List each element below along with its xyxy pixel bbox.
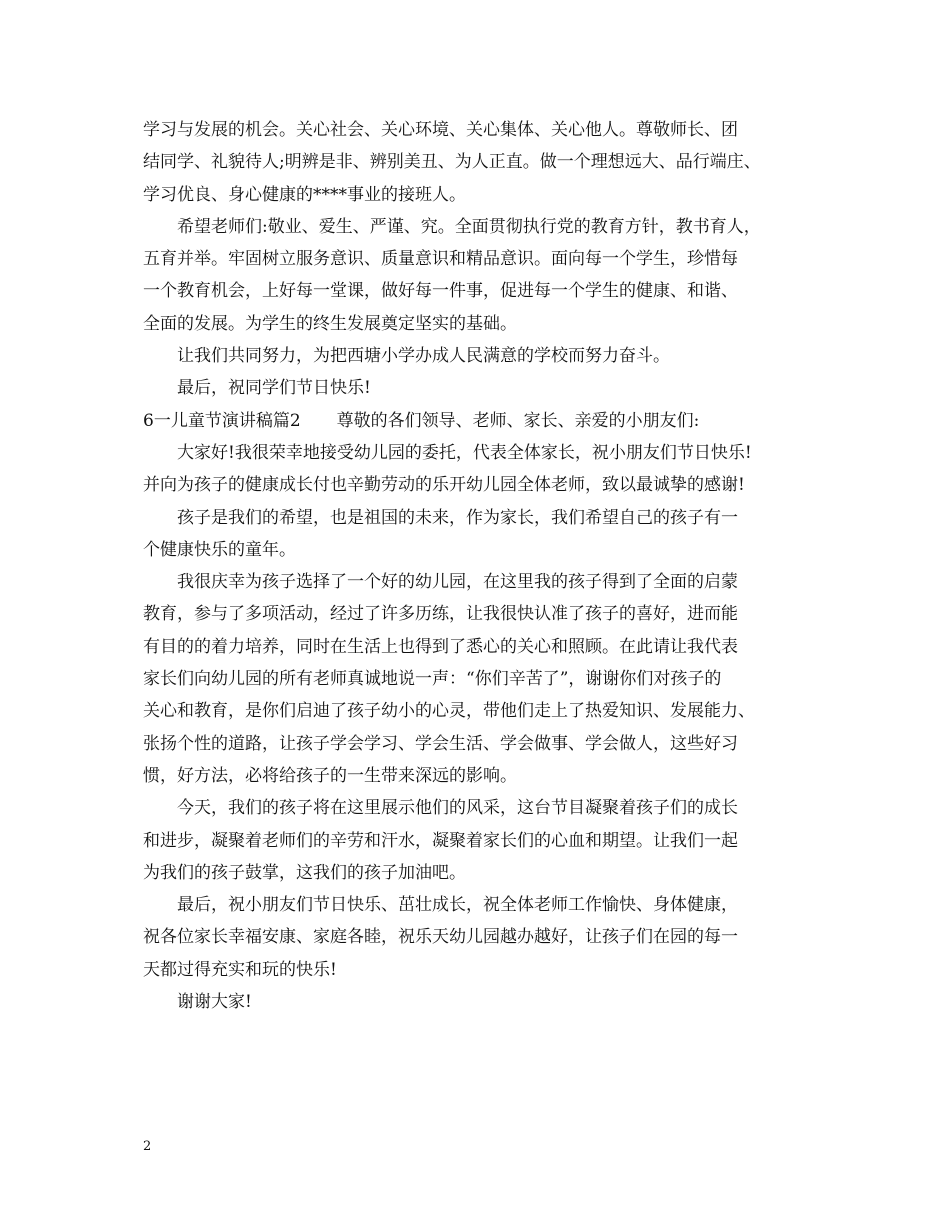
text-line: 祝各位家长幸福安康、家庭各睦，祝乐天幼儿园越办越好，让孩子们在园的每一 bbox=[143, 927, 738, 948]
section-heading bbox=[143, 405, 823, 437]
text-line: 和进步，凝聚着老师们的辛劳和汗水，凝聚着家长们的心血和期望。让我们一起 bbox=[143, 830, 738, 851]
text-line: 一个教育机会，上好每一堂课，做好每一件事，促进每一个学生的健康、和谐、 bbox=[143, 281, 738, 302]
text-line: 个健康快乐的童年。 bbox=[143, 539, 296, 560]
body-text bbox=[143, 114, 823, 1018]
text-line: 有目的的着力培养，同时在生活上也得到了悉心的关心和照顾。在此请让我代表 bbox=[143, 636, 738, 657]
paragraph-start: 让我们共同努力，为把西塘小学办成人民满意的学校而努力奋斗。 bbox=[177, 346, 670, 367]
paragraph-start: 大家好!我很荣幸地接受幼儿园的委托，代表全体家长，祝小朋友们节日快乐! bbox=[177, 442, 752, 463]
paragraph-start: 最后，祝小朋友们节日快乐、茁壮成长，祝全体老师工作愉快、身体健康， bbox=[177, 895, 738, 916]
text-line: 张扬个性的道路，让孩子学会学习、学会生活、学会做事、学会做人，这些好习 bbox=[143, 733, 738, 754]
page-number: 2 bbox=[143, 1139, 152, 1154]
paragraph-start: 孩子是我们的希望，也是祖国的未来，作为家长，我们希望自己的孩子有一 bbox=[177, 507, 738, 528]
text-line: 惯，好方法，必将给孩子的一生带来深远的影响。 bbox=[143, 765, 517, 786]
text-line: 学习与发展的机会。关心社会、关心环境、关心集体、关心他人。尊敬师长、团 bbox=[143, 120, 738, 140]
text-line: 学习优良、身心健康的****事业的接班人。 bbox=[143, 184, 466, 205]
paragraph-start: 谢谢大家! bbox=[177, 992, 252, 1013]
paragraph-start: 最后，祝同学们节日快乐! bbox=[177, 378, 371, 399]
text-line: 结同学、礼貌待人;明辨是非、辨别美丑、为人正直。做一个理想远大、品行端庄、 bbox=[143, 152, 761, 173]
text-line: 关心和教育，是你们启迪了孩子幼小的心灵，带他们走上了热爱知识、发展能力、 bbox=[143, 701, 755, 722]
paragraph-start: 我很庆幸为孩子选择了一个好的幼儿园，在这里我的孩子得到了全面的启蒙 bbox=[177, 572, 738, 593]
text-line: 五育并举。牢固树立服务意识、质量意识和精品意识。面向每一个学生，珍惜每 bbox=[143, 249, 738, 270]
text-line: 家长们向幼儿园的所有老师真诚地说一声：“你们辛苦了”，谢谢你们对孩子的 bbox=[143, 669, 722, 690]
text-line: 并向为孩子的健康成长付也辛勤劳动的乐开幼儿园全体老师，致以最诚挚的感谢! bbox=[143, 475, 745, 496]
text-line: 天都过得充实和玩的快乐! bbox=[143, 959, 337, 980]
heading-greeting: 尊敬的各们领导、老师、家长、亲爱的小朋友们: bbox=[336, 410, 700, 431]
text-line: 为我们的孩子鼓掌，这我们的孩子加油吧。 bbox=[143, 862, 466, 883]
paragraph-start: 今天，我们的孩子将在这里展示他们的风采，这台节目凝聚着孩子们的成长 bbox=[177, 798, 738, 819]
text-line: 教育，参与了多项活动，经过了许多历练，让我很快认准了孩子的喜好，进而能 bbox=[143, 604, 738, 625]
paragraph-start: 希望老师们:敬业、爱生、严谨、究。全面贯彻执行党的教育方针，教书育人， bbox=[177, 216, 761, 237]
heading-title: 6一儿童节演讲稿篇2 bbox=[143, 410, 301, 431]
text-line: 全面的发展。为学生的终生发展奠定坚实的基础。 bbox=[143, 313, 517, 334]
